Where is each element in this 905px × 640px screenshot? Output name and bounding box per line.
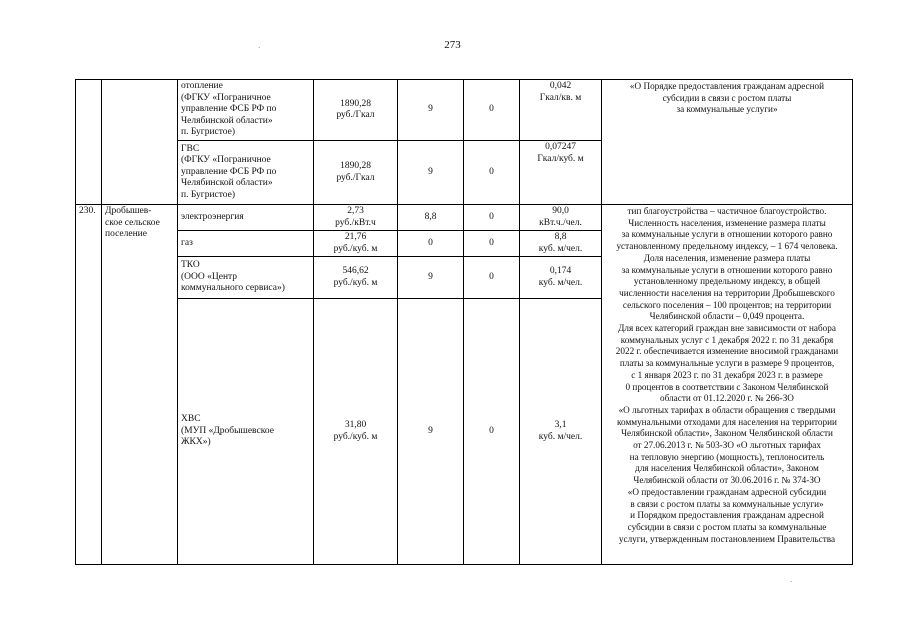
zero-cell: 0 — [464, 205, 520, 231]
settlement-name-cell: Дробышев- ское сельское поселение — [102, 205, 178, 565]
service-cell: ХВС (МУП «Дробышевское ЖКХ») — [178, 299, 314, 565]
tariff-cell: 31,80 руб./куб. м — [314, 299, 398, 565]
tariff-cell: 546,62 руб./куб. м — [314, 257, 398, 299]
percent-cell: 9 — [398, 257, 464, 299]
zero-cell: 0 — [464, 80, 520, 141]
note-cell: «О Порядке предоставления гражданам адресной субсидии в связи с ростом платы за коммунальные услуги» — [602, 80, 853, 205]
row-number-cell: 230. — [76, 205, 102, 565]
norm-cell: 0,07247 Гкал/куб. м — [520, 141, 602, 205]
norm-cell: 90,0 кВт.ч./чел. — [520, 205, 602, 231]
tariff-table — [75, 79, 853, 565]
scan-speck: · — [258, 44, 261, 52]
row-number-cell — [76, 80, 102, 205]
percent-cell: 9 — [398, 80, 464, 141]
norm-cell: 8,8 куб. м/чел. — [520, 231, 602, 257]
norm-cell: 0,174 куб. м/чел. — [520, 257, 602, 299]
note-cell: тип благоустройства – частичное благоустройство. Численность населения, изменение размера платы за коммунальные услуги в отношении которого равно установленному предельному индексу, – 1 674 человека. Доля населения, изменение размера платы за коммунальные услуги в отношении которого равно установленному предельному индексу, в общей численности населения на территории Дробышевского сельского поселения – 100 процентов; на территории Челябинской области – 0,049 процента. Для всех категорий граждан вне зависимости от набора коммунальных услуг с 1 декабря 2022 г. по 31 декабря 2022 г. обеспечивается изменение вносимой гражданами платы за коммунальные услуги в размере 9 процентов, с 1 января 2023 г. по 31 декабря 2023 г. в размере 0 процентов в соответствии с Законом Челябинской области от 01.12.2020 г. № 266-ЗО «О льготных тарифах в области обращения с твердыми коммунальными отходами для населения на территории Челябинской области», Законом Челябинской области от 27.06.2013 г. № 503-ЗО «О льготных тарифах на тепловую энергию (мощность), теплоноситель для населения Челябинской области», Законом Челябинской области от 30.06.2016 г. № 374-ЗО «О предоставлении гражданам адресной субсидии в связи с ростом платы за коммунальные услуги» и Порядком предоставления гражданам адресной субсидии в связи с ростом платы за коммунальные услуги, утвержденным постановлением Правительства — [602, 205, 853, 565]
tariff-cell: 1890,28 руб./Гкал — [314, 141, 398, 205]
tariff-cell: 21,76 руб./куб. м — [314, 231, 398, 257]
table-row — [76, 80, 853, 141]
service-cell: ГВС (ФГКУ «Пограничное управление ФСБ РФ по Челябинской области» п. Бугристое) — [178, 141, 314, 205]
percent-cell: 8,8 — [398, 205, 464, 231]
settlement-cell — [102, 80, 178, 205]
service-cell: отопление (ФГКУ «Пограничное управление ФСБ РФ по Челябинской области» п. Бугристое) — [178, 80, 314, 141]
service-cell: газ — [178, 231, 314, 257]
service-cell: электроэнергия — [178, 205, 314, 231]
percent-cell: 9 — [398, 141, 464, 205]
zero-cell: 0 — [464, 231, 520, 257]
zero-cell: 0 — [464, 299, 520, 565]
table-row — [76, 205, 853, 231]
tariff-cell: 1890,28 руб./Гкал — [314, 80, 398, 141]
norm-cell: 0,042 Гкал/кв. м — [520, 80, 602, 141]
percent-cell: 0 — [398, 231, 464, 257]
zero-cell: 0 — [464, 257, 520, 299]
percent-cell: 9 — [398, 299, 464, 565]
scan-speck: · — [790, 578, 793, 586]
tariff-cell: 2,73 руб./кВт.ч — [314, 205, 398, 231]
service-cell: ТКО (ООО «Центр коммунального сервиса») — [178, 257, 314, 299]
norm-cell: 3,1 куб. м/чел. — [520, 299, 602, 565]
page-number: 273 — [444, 39, 461, 51]
zero-cell: 0 — [464, 141, 520, 205]
